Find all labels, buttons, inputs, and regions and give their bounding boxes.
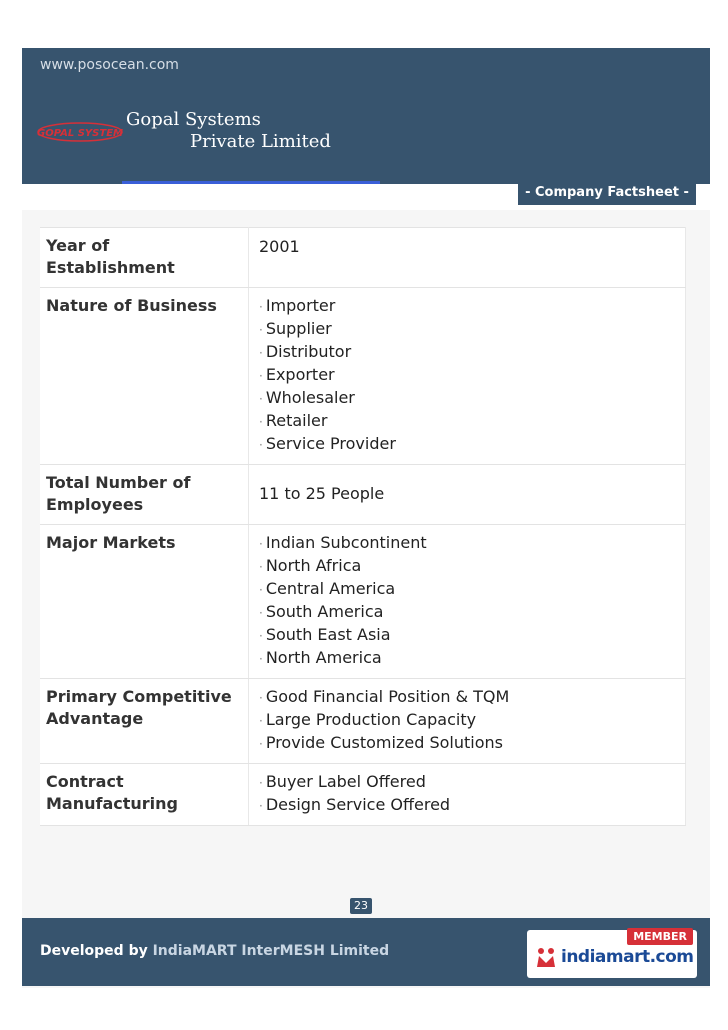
list-item: · South East Asia [259, 625, 391, 644]
contract-list [249, 764, 686, 826]
advantage-list [249, 679, 686, 764]
company-name-line2: Private Limited [190, 131, 331, 152]
list-item: · Distributor [259, 342, 352, 361]
list-item: · Service Provider [259, 434, 396, 453]
member-label: MEMBER [627, 928, 693, 945]
table-row [40, 288, 686, 465]
list-item: · Indian Subcontinent [259, 533, 427, 552]
logo-text: GOPAL SYSTEM [37, 128, 123, 139]
list-item: · South America [259, 602, 384, 621]
table-row [40, 465, 686, 525]
company-logo [36, 121, 124, 143]
indiamart-member-badge[interactable] [527, 930, 697, 978]
nature-list [249, 288, 686, 465]
table-row [40, 525, 686, 679]
contract-label: Contract Manufacturing [40, 764, 249, 826]
company-name [126, 109, 331, 153]
table-row [40, 679, 686, 764]
list-item: · Central America [259, 579, 396, 598]
employees-label: Total Number of Employees [40, 465, 249, 525]
list-item: · Exporter [259, 365, 335, 384]
year-value: 2001 [249, 228, 686, 288]
list-item: · Buyer Label Offered [259, 772, 426, 791]
list-item: · Supplier [259, 319, 332, 338]
list-item: · North America [259, 648, 382, 667]
table-row [40, 228, 686, 288]
list-item: · Large Production Capacity [259, 710, 477, 729]
title-underline [122, 181, 380, 184]
indiamart-logo-icon [535, 946, 557, 968]
markets-list [249, 525, 686, 679]
table-row [40, 764, 686, 826]
list-item: · North Africa [259, 556, 362, 575]
indiamart-brand: indiamart.com [561, 947, 694, 967]
factsheet-tag: - Company Factsheet - [518, 181, 696, 205]
list-item: · Good Financial Position & TQM [259, 687, 510, 706]
nature-label: Nature of Business [40, 288, 249, 465]
year-label: Year of Establishment [40, 228, 249, 288]
list-item: · Retailer [259, 411, 328, 430]
developed-by-label: Developed by [40, 943, 153, 959]
site-url[interactable]: www.posocean.com [40, 57, 179, 73]
page-number: 23 [350, 898, 372, 914]
employees-value: 11 to 25 People [249, 465, 686, 525]
markets-label: Major Markets [40, 525, 249, 679]
list-item: · Importer [259, 296, 336, 315]
facts-table [40, 227, 686, 826]
list-item: · Wholesaler [259, 388, 355, 407]
company-name-line1: Gopal Systems [126, 109, 261, 130]
list-item: · Design Service Offered [259, 795, 451, 814]
advantage-label: Primary Competitive Advantage [40, 679, 249, 764]
developer-link[interactable]: IndiaMART InterMESH Limited [152, 943, 390, 959]
developer-credit [40, 943, 389, 959]
list-item: · Provide Customized Solutions [259, 733, 503, 752]
